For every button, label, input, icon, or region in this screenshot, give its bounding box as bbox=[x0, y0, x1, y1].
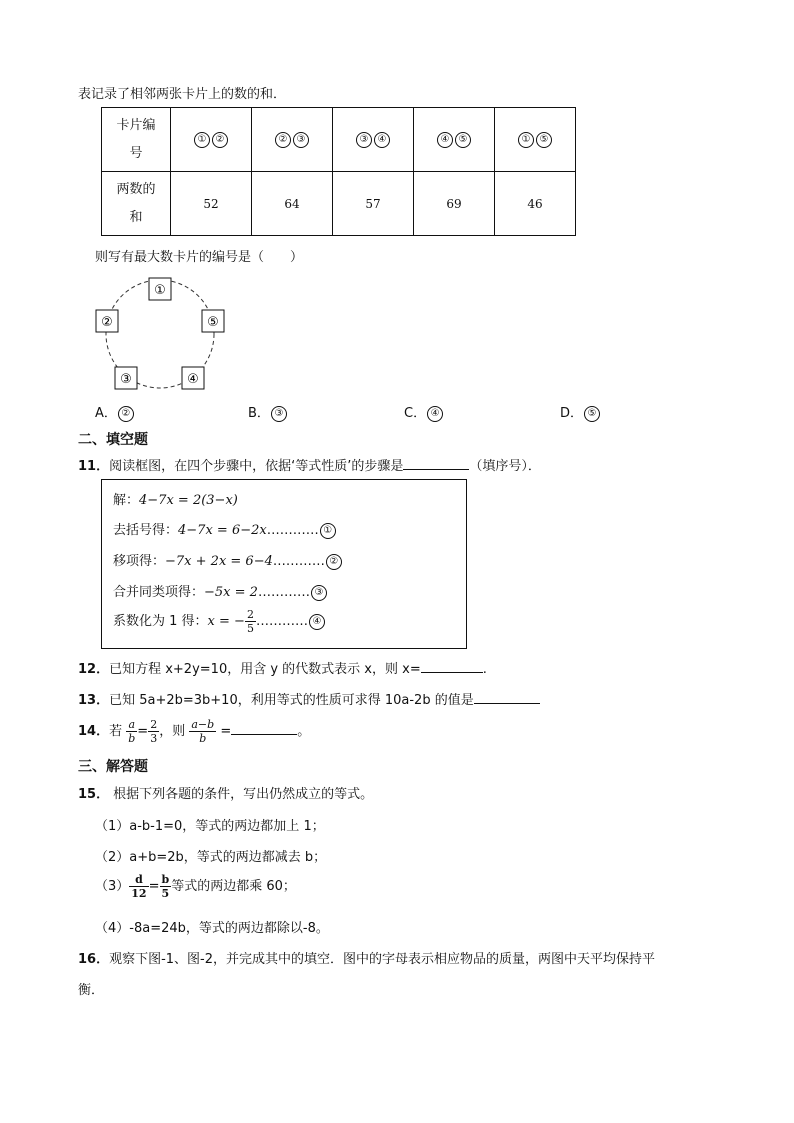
table-header-card-number: 卡片编 号 bbox=[102, 108, 171, 172]
option-d[interactable]: D． ⑤ bbox=[560, 402, 601, 422]
table-cell-sum: 69 bbox=[414, 172, 495, 236]
q10-question: 则写有最大数卡片的编号是（ ） bbox=[95, 250, 304, 265]
solution-step: 合并同类项得：−5x = 2………… ③ bbox=[113, 581, 328, 601]
solution-frame bbox=[101, 479, 467, 649]
q14-text: 14．若 $\frac{a}{b}$ = $\frac{2}{3}$ ，则 $\frac{a-b}{b}$ = 。 bbox=[78, 718, 311, 745]
table-cell-sum: 52 bbox=[171, 172, 252, 236]
q15-item-2: （2）a+b=2b，等式的两边都减去 b； bbox=[95, 850, 327, 865]
solution-step: 移项得：−7x + 2x = 6−4………… ② bbox=[113, 550, 343, 570]
solution-step: 去括号得：4−7x = 6−2x………… ① bbox=[113, 519, 337, 539]
q10-intro: 表记录了相邻两张卡片上的数的和． bbox=[78, 87, 287, 102]
answer-blank[interactable] bbox=[421, 660, 483, 673]
table-cell-sum: 46 bbox=[495, 172, 576, 236]
option-c[interactable]: C． ④ bbox=[404, 402, 444, 422]
q16-line-2: 衡． bbox=[78, 983, 105, 998]
table-cell-pair: ④ ⑤ bbox=[414, 108, 495, 172]
option-b[interactable]: B． ③ bbox=[248, 402, 288, 422]
table-cell-sum: 57 bbox=[333, 172, 414, 236]
q15-item-4: （4）-8a=24b，等式的两边都除以-8。 bbox=[95, 921, 329, 936]
table-cell-pair: ② ③ bbox=[252, 108, 333, 172]
table-cell-sum: 64 bbox=[252, 172, 333, 236]
card-label: ① bbox=[154, 283, 166, 298]
table-cell-pair: ① ⑤ bbox=[495, 108, 576, 172]
section-title-solve: 三、解答题 bbox=[78, 759, 148, 775]
card-label: ② bbox=[101, 315, 113, 330]
q16-line-1: 16．观察下图-1、图-2，并完成其中的填空．图中的字母表示相应物品的质量，两图中天平均保持平 bbox=[78, 952, 656, 967]
option-a[interactable]: A． ② bbox=[95, 402, 135, 422]
solution-step: 系数化为 1 得：x = − $\frac{2}{5}$ ………… ④ bbox=[113, 608, 326, 635]
q15-text: 15． 根据下列各题的条件，写出仍然成立的等式。 bbox=[78, 787, 374, 802]
q15-item-3: （3） $\frac{d}{12}$ = $\frac{b}{5}$ 等式的两边都乘 60； bbox=[95, 873, 296, 900]
answer-blank[interactable] bbox=[403, 457, 469, 470]
card-label: ③ bbox=[120, 372, 132, 387]
q11-text: 11．阅读框图，在四个步骤中，依据‘等式性质’的步骤是 （填序号）． bbox=[78, 459, 541, 474]
q15-item-1: （1）a-b-1=0，等式的两边都加上 1； bbox=[95, 819, 325, 834]
table-cell-pair: ① ② bbox=[171, 108, 252, 172]
table-header-sum: 两数的 和 bbox=[102, 172, 171, 236]
card-label: ⑤ bbox=[207, 315, 219, 330]
q13-text: 13．已知 5a+2b=3b+10，利用等式的性质可求得 10a-2b 的值是 bbox=[78, 689, 540, 708]
solution-step: 解：4−7x = 2(3−x) bbox=[113, 493, 238, 508]
answer-blank[interactable] bbox=[474, 691, 540, 704]
card-sum-table bbox=[101, 107, 576, 236]
table-cell-pair: ③ ④ bbox=[333, 108, 414, 172]
answer-blank[interactable] bbox=[231, 722, 297, 735]
section-title-fill-blank: 二、填空题 bbox=[78, 432, 148, 448]
q12-text: 12．已知方程 x+2y=10，用含 y 的代数式表示 x，则 x= . bbox=[78, 662, 487, 677]
card-circle-figure bbox=[88, 272, 233, 394]
card-label: ④ bbox=[187, 372, 199, 387]
